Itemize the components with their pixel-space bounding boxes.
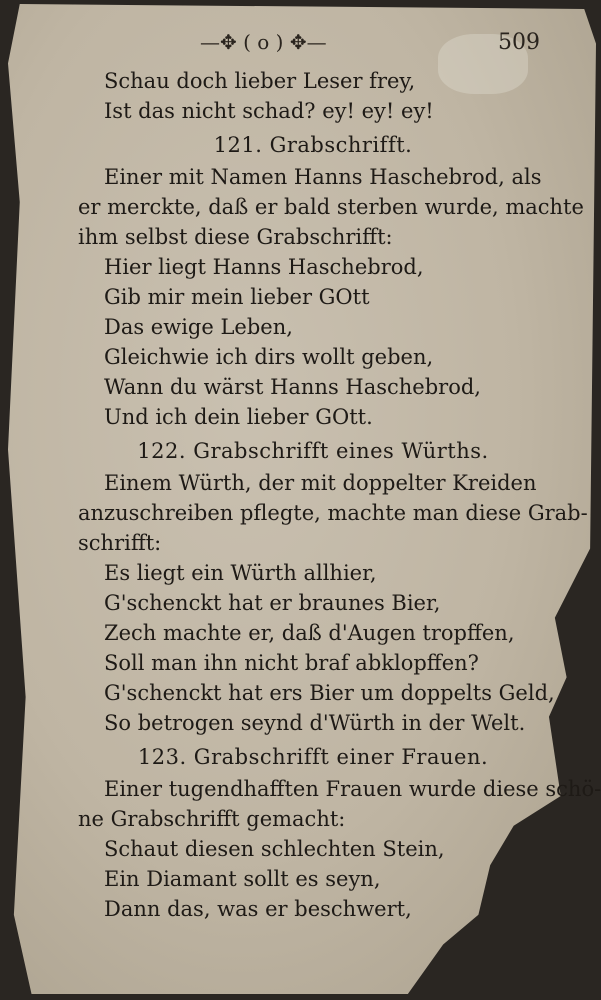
text-line: G'schenckt hat er braunes Bier, [104, 591, 441, 615]
text-line: Einer tugendhafften Frauen wurde diese schö- [104, 777, 601, 801]
section-heading: 123. Grabschrifft einer Frauen. [137, 745, 489, 769]
section-heading: 122. Grabschrifft eines Würths. [137, 439, 489, 463]
page-text [78, 66, 601, 924]
text-line: Gib mir mein lieber GOtt [104, 285, 370, 309]
text-line: Schaut diesen schlechten Stein, [104, 837, 445, 861]
text-line: Soll man ihn nicht braf abklopffen? [104, 651, 479, 675]
text-line: ihm selbst diese Grabschrifft: [78, 225, 393, 249]
text-line: anzuschreiben pflegte, machte man diese Grab- [78, 501, 588, 525]
text-line: Einem Würth, der mit doppelter Kreiden [104, 471, 537, 495]
text-line: schrifft: [78, 531, 162, 555]
text-line: Hier liegt Hanns Haschebrod, [104, 255, 424, 279]
text-line: Einer mit Namen Hanns Haschebrod, als [104, 165, 542, 189]
text-line: Dann das, was er beschwert, [104, 897, 412, 921]
header-ornament: —✥ ( o ) ✥— [200, 30, 327, 54]
text-line: Es liegt ein Würth allhier, [104, 561, 377, 585]
page-number: 509 [498, 30, 540, 55]
text-line: er merckte, daß er bald sterben wurde, machte [78, 195, 584, 219]
text-line: Gleichwie ich dirs wollt geben, [104, 345, 434, 369]
text-line: So betrogen seynd d'Würth in der Welt. [104, 711, 526, 735]
text-line: Und ich dein lieber GOtt. [104, 405, 373, 429]
text-line: G'schenckt hat ers Bier um doppelts Geld, [104, 681, 555, 705]
text-line: Ist das nicht schad? ey! ey! ey! [104, 99, 434, 123]
text-line: Zech machte er, daß d'Augen tropffen, [104, 621, 515, 645]
text-line: Wann du wärst Hanns Haschebrod, [104, 375, 481, 399]
text-line: Das ewige Leben, [104, 315, 293, 339]
text-line: Schau doch lieber Leser frey, [104, 69, 416, 93]
text-line: ne Grabschrifft gemacht: [78, 807, 346, 831]
text-line: Ein Diamant sollt es seyn, [104, 867, 381, 891]
section-heading: 121. Grabschrifft. [213, 133, 413, 157]
